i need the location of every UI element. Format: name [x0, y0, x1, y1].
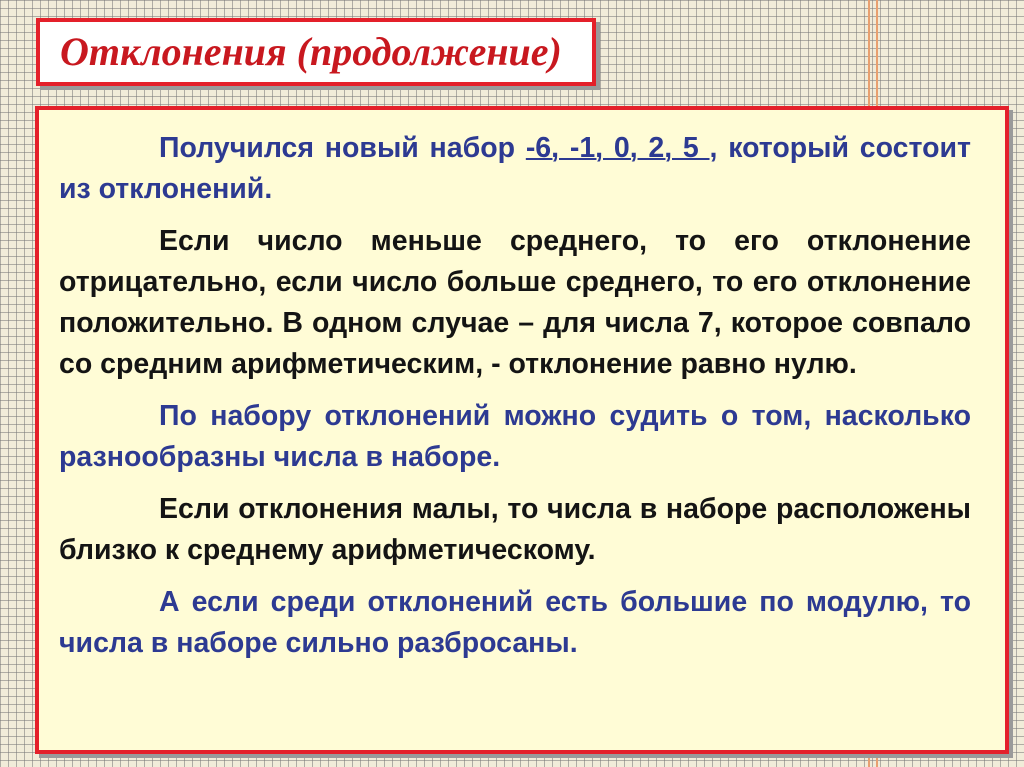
- paragraph-large-deviations: А если среди отклонений есть большие по модулю, то числа в наборе сильно разбросаны.: [59, 586, 971, 659]
- paragraph-1-after: , который состоит из отклонений.: [59, 132, 971, 205]
- title-box: [36, 18, 596, 86]
- paragraph-sign-of-deviation: Если число меньше среднего, то его отклонение отрицательно, если число больше среднего, то его отклонение положительно. В одном случае – для числа 7, которое совпало со средним арифметическим, - отклонение равно нулю.: [59, 225, 971, 380]
- deviation-set-values: -6, -1, 0, 2, 5: [525, 132, 710, 164]
- slide-title: Отклонения (продолжение): [60, 29, 562, 74]
- paragraph-deviation-set: [59, 128, 971, 210]
- content-box: [35, 106, 1009, 754]
- paragraph-diversity: По набору отклонений можно судить о том, насколько разнообразны числа в наборе.: [59, 400, 971, 473]
- paragraph-small-deviations: Если отклонения малы, то числа в наборе расположены близко к среднему арифметическому.: [59, 493, 971, 566]
- paragraph-1-before: Получился новый набор: [159, 132, 526, 164]
